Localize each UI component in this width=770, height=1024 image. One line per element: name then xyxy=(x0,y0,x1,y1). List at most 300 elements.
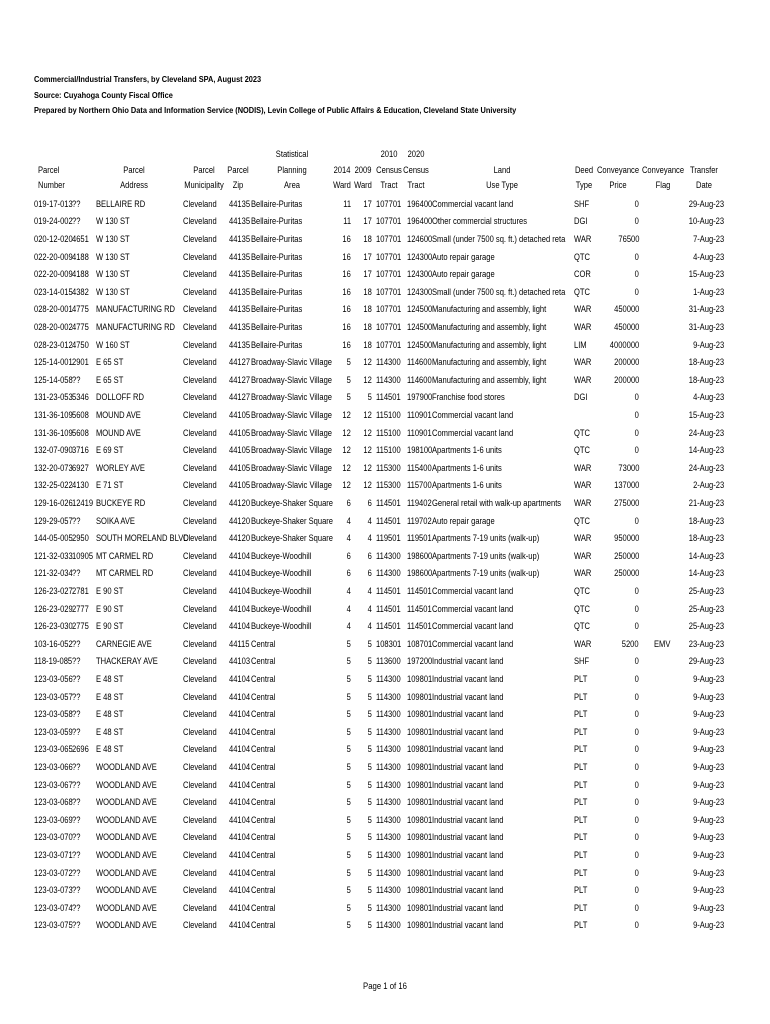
cell-deed-type: WAR xyxy=(574,304,592,315)
cell-price: 0 xyxy=(634,198,639,209)
cell-transfer-date: 24-Aug-23 xyxy=(688,462,724,473)
cell-tract-2010: 114300 xyxy=(376,850,401,860)
cell-ward-2009: 4 xyxy=(367,533,372,544)
cell-ward-2009: 17 xyxy=(363,198,372,209)
cell-ward-2014: 16 xyxy=(342,251,351,262)
cell-planning-area: Buckeye-Shaker Square xyxy=(251,533,334,544)
cell-deed-type: WAR xyxy=(574,322,592,332)
cell-address-number: ?? xyxy=(72,674,81,684)
cell-ward-2009: 5 xyxy=(367,885,372,896)
cell-planning-area: Buckeye-Woodhill xyxy=(251,550,312,561)
cell-land-use: Industrial vacant land xyxy=(432,709,504,720)
cell-zip: 44104 xyxy=(229,779,251,790)
cell-land-use: Other commercial structures xyxy=(432,216,528,227)
cell-tract-2020: 109801 xyxy=(407,920,433,931)
cell-address-number: ?? xyxy=(72,374,81,385)
cell-address-number: 10905 xyxy=(72,550,94,561)
cell-parcel-number: 126-23-029 xyxy=(34,603,73,614)
cell-parcel-number: 121-32-034 xyxy=(34,568,73,579)
cell-planning-area: Central xyxy=(251,709,276,720)
cell-planning-area: Bellaire-Puritas xyxy=(251,198,303,209)
cell-tract-2010: 107701 xyxy=(376,322,402,332)
cell-transfer-date: 9-Aug-23 xyxy=(692,885,724,896)
cell-parcel-number: 123-03-057 xyxy=(34,691,73,702)
cell-address-number: 2901 xyxy=(72,357,89,368)
cell-address-street: E 48 ST xyxy=(96,691,124,702)
cell-deed-type: PLT xyxy=(574,867,588,878)
cell-land-use: Commercial vacant land xyxy=(432,427,514,438)
cell-deed-type: PLT xyxy=(574,850,588,860)
cell-address-street: E 90 ST xyxy=(96,586,124,596)
cell-tract-2010: 114300 xyxy=(376,832,401,843)
cell-deed-type: COR xyxy=(574,269,591,280)
cell-address-number: 2781 xyxy=(72,586,89,596)
cell-tract-2020: 114501 xyxy=(407,603,432,614)
cell-parcel-number: 129-29-057 xyxy=(34,515,73,526)
cell-zip: 44135 xyxy=(229,286,251,297)
cell-tract-2020: 124300 xyxy=(407,251,433,262)
cell-tract-2020: 109801 xyxy=(407,674,433,684)
cell-tract-2010: 114300 xyxy=(376,920,401,931)
cell-municipality: Cleveland xyxy=(183,814,217,825)
column-header-ward-2014: Ward xyxy=(333,180,351,191)
cell-ward-2014: 5 xyxy=(346,691,351,702)
cell-planning-area: Central xyxy=(251,744,276,755)
cell-price: 0 xyxy=(634,445,639,456)
column-header-municipality: Municipality xyxy=(184,180,224,191)
cell-municipality: Cleveland xyxy=(183,744,217,755)
cell-ward-2009: 5 xyxy=(367,832,372,843)
cell-ward-2014: 5 xyxy=(346,797,351,808)
cell-tract-2020: 109801 xyxy=(407,902,433,913)
cell-address-number: 2775 xyxy=(72,621,89,632)
cell-planning-area: Central xyxy=(251,638,276,649)
cell-deed-type: QTC xyxy=(574,445,590,456)
cell-tract-2010: 114501 xyxy=(376,515,401,526)
cell-tract-2010: 107701 xyxy=(376,234,402,244)
cell-deed-type: DGI xyxy=(574,392,588,403)
cell-municipality: Cleveland xyxy=(183,410,217,420)
cell-planning-area: Central xyxy=(251,762,276,772)
cell-address-street: MOUND AVE xyxy=(96,410,141,420)
cell-tract-2020: 114501 xyxy=(407,621,432,632)
cell-tract-2020: 109801 xyxy=(407,709,433,720)
cell-parcel-number: 028-23-012 xyxy=(34,339,73,350)
cell-zip: 44104 xyxy=(229,762,251,772)
cell-ward-2014: 5 xyxy=(346,726,351,737)
cell-price: 0 xyxy=(634,216,639,227)
cell-parcel-number: 131-36-109 xyxy=(34,427,73,438)
cell-tract-2010: 115100 xyxy=(376,410,401,420)
cell-price: 0 xyxy=(634,709,639,720)
cell-zip: 44104 xyxy=(229,797,251,808)
cell-ward-2014: 6 xyxy=(346,550,351,561)
cell-tract-2020: 109801 xyxy=(407,779,433,790)
cell-tract-2010: 114501 xyxy=(376,586,401,596)
cell-planning-area: Broadway-Slavic Village xyxy=(251,480,333,491)
cell-deed-type: WAR xyxy=(574,374,592,385)
cell-municipality: Cleveland xyxy=(183,234,217,244)
cell-municipality: Cleveland xyxy=(183,867,217,878)
cell-tract-2010: 114300 xyxy=(376,550,401,561)
cell-tract-2010: 115300 xyxy=(376,462,401,473)
cell-zip: 44104 xyxy=(229,832,251,843)
cell-planning-area: Central xyxy=(251,797,276,808)
cell-ward-2009: 5 xyxy=(367,691,372,702)
cell-tract-2010: 107701 xyxy=(376,269,402,280)
cell-address-number: 2696 xyxy=(72,744,89,755)
cell-planning-area: Central xyxy=(251,656,276,667)
cell-tract-2020: 119501 xyxy=(407,533,432,544)
cell-address-street: MANUFACTURING RD xyxy=(96,322,176,332)
cell-deed-type: PLT xyxy=(574,726,588,737)
cell-land-use: Small (under 7500 sq. ft.) detached reta xyxy=(432,286,566,297)
cell-zip: 44104 xyxy=(229,885,251,896)
cell-address-street: MANUFACTURING RD xyxy=(96,304,176,315)
cell-tract-2020: 114600 xyxy=(407,374,432,385)
cell-ward-2009: 5 xyxy=(367,867,372,878)
cell-price: 0 xyxy=(634,621,639,632)
cell-land-use: Apartments 7-19 units (walk-up) xyxy=(432,533,540,544)
cell-parcel-number: 126-23-027 xyxy=(34,586,73,596)
cell-ward-2014: 5 xyxy=(346,374,351,385)
cell-parcel-number: 028-20-002 xyxy=(34,322,73,332)
cell-parcel-number: 028-20-001 xyxy=(34,304,73,315)
column-header-ward-2009: Ward xyxy=(354,180,372,191)
cell-tract-2020: 108701 xyxy=(407,638,433,649)
cell-tract-2020: 124500 xyxy=(407,304,433,315)
cell-transfer-date: 9-Aug-23 xyxy=(692,726,724,737)
cell-address-street: E 48 ST xyxy=(96,709,124,720)
cell-transfer-date: 25-Aug-23 xyxy=(688,621,724,632)
cell-parcel-number: 022-20-009 xyxy=(34,251,73,262)
cell-address-street: CARNEGIE AVE xyxy=(96,638,152,649)
cell-ward-2009: 5 xyxy=(367,709,372,720)
cell-tract-2020: 109801 xyxy=(407,797,433,808)
cell-price: 0 xyxy=(634,410,639,420)
cell-land-use: Industrial vacant land xyxy=(432,832,504,843)
cell-deed-type: WAR xyxy=(574,533,592,544)
cell-parcel-number: 123-03-074 xyxy=(34,902,73,913)
cell-price: 0 xyxy=(634,920,639,931)
cell-municipality: Cleveland xyxy=(183,374,217,385)
cell-ward-2009: 4 xyxy=(367,586,372,596)
cell-tract-2020: 109801 xyxy=(407,814,433,825)
cell-address-number: ?? xyxy=(72,726,81,737)
cell-tract-2010: 114300 xyxy=(376,726,401,737)
cell-address-number: 2950 xyxy=(72,533,89,544)
cell-parcel-number: 132-25-022 xyxy=(34,480,73,491)
cell-municipality: Cleveland xyxy=(183,445,217,456)
cell-tract-2020: 109801 xyxy=(407,762,433,772)
cell-deed-type: PLT xyxy=(574,709,588,720)
cell-parcel-number: 129-16-026 xyxy=(34,498,73,508)
cell-land-use: Commercial vacant land xyxy=(432,621,514,632)
cell-ward-2014: 4 xyxy=(346,515,351,526)
column-header-transfer-date: Date xyxy=(696,180,712,191)
cell-price: 250000 xyxy=(613,568,639,579)
cell-address-number: ?? xyxy=(72,797,81,808)
cell-address-street: WOODLAND AVE xyxy=(96,814,157,825)
column-header-land-use: Land xyxy=(493,164,511,175)
cell-address-street: MT CARMEL RD xyxy=(96,568,154,579)
column-header-tract-2020: 2020 xyxy=(407,149,425,159)
cell-zip: 44104 xyxy=(229,920,251,931)
cell-ward-2014: 12 xyxy=(342,410,351,420)
cell-ward-2014: 5 xyxy=(346,744,351,755)
cell-ward-2014: 5 xyxy=(346,779,351,790)
cell-deed-type: WAR xyxy=(574,480,592,491)
cell-land-use: Industrial vacant land xyxy=(432,762,504,772)
cell-address-street: E 90 ST xyxy=(96,621,124,632)
cell-ward-2009: 5 xyxy=(367,902,372,913)
cell-tract-2010: 114300 xyxy=(376,709,401,720)
cell-address-street: WOODLAND AVE xyxy=(96,885,157,896)
cell-address-street: WOODLAND AVE xyxy=(96,850,157,860)
cell-land-use: Industrial vacant land xyxy=(432,674,504,684)
cell-land-use: Apartments 7-19 units (walk-up) xyxy=(432,550,540,561)
cell-tract-2010: 114300 xyxy=(376,885,401,896)
cell-planning-area: Bellaire-Puritas xyxy=(251,216,303,227)
cell-land-use: Industrial vacant land xyxy=(432,744,504,755)
cell-ward-2014: 6 xyxy=(346,568,351,579)
cell-price: 0 xyxy=(634,674,639,684)
column-header-deed-type: Deed xyxy=(574,164,594,175)
cell-planning-area: Bellaire-Puritas xyxy=(251,251,303,262)
cell-zip: 44120 xyxy=(229,533,251,544)
cell-municipality: Cleveland xyxy=(183,427,217,438)
cell-parcel-number: 118-19-085 xyxy=(34,656,73,667)
cell-ward-2014: 5 xyxy=(346,638,351,649)
cell-municipality: Cleveland xyxy=(183,638,217,649)
cell-tract-2020: 109801 xyxy=(407,691,433,702)
cell-price: 200000 xyxy=(613,374,639,385)
cell-municipality: Cleveland xyxy=(183,603,217,614)
cell-transfer-date: 2-Aug-23 xyxy=(692,480,724,491)
cell-municipality: Cleveland xyxy=(183,498,217,508)
cell-zip: 44135 xyxy=(229,251,251,262)
cell-price: 200000 xyxy=(613,357,639,368)
cell-planning-area: Bellaire-Puritas xyxy=(251,304,303,315)
cell-tract-2010: 114501 xyxy=(376,392,401,403)
cell-price: 0 xyxy=(634,744,639,755)
column-header-price: Price xyxy=(609,180,627,191)
cell-tract-2020: 109801 xyxy=(407,832,433,843)
cell-tract-2010: 108301 xyxy=(376,638,402,649)
cell-planning-area: Broadway-Slavic Village xyxy=(251,410,333,420)
cell-tract-2020: 198100 xyxy=(407,445,433,456)
cell-zip: 44104 xyxy=(229,550,251,561)
cell-ward-2009: 18 xyxy=(363,234,372,244)
cell-ward-2009: 5 xyxy=(367,814,372,825)
cell-price: 0 xyxy=(634,726,639,737)
cell-tract-2020: 109801 xyxy=(407,867,433,878)
cell-land-use: Auto repair garage xyxy=(432,269,495,280)
cell-deed-type: QTC xyxy=(574,603,590,614)
cell-address-number: 4775 xyxy=(72,322,89,332)
cell-address-street: WOODLAND AVE xyxy=(96,779,157,790)
cell-deed-type: PLT xyxy=(574,885,588,896)
cell-planning-area: Central xyxy=(251,885,276,896)
column-header-deed-type: Type xyxy=(575,180,593,191)
cell-planning-area: Broadway-Slavic Village xyxy=(251,357,333,368)
column-header-flag: Conveyance xyxy=(641,164,685,175)
cell-planning-area: Buckeye-Woodhill xyxy=(251,621,312,632)
cell-land-use: Manufacturing and assembly, light xyxy=(432,374,547,385)
cell-planning-area: Central xyxy=(251,726,276,737)
cell-ward-2009: 4 xyxy=(367,603,372,614)
cell-deed-type: PLT xyxy=(574,814,588,825)
cell-ward-2014: 12 xyxy=(342,480,351,491)
cell-transfer-date: 4-Aug-23 xyxy=(692,251,724,262)
cell-tract-2010: 107701 xyxy=(376,304,402,315)
column-header-flag: Flag xyxy=(655,180,671,191)
cell-address-number: 5608 xyxy=(72,410,89,420)
cell-address-street: MT CARMEL RD xyxy=(96,550,154,561)
cell-deed-type: PLT xyxy=(574,762,588,772)
column-header-planning-area: Planning xyxy=(277,164,307,175)
cell-land-use: Auto repair garage xyxy=(432,251,495,262)
cell-flag: EMV xyxy=(654,638,671,649)
cell-address-number: ?? xyxy=(72,779,81,790)
cell-tract-2010: 114300 xyxy=(376,814,401,825)
cell-address-street: W 130 ST xyxy=(96,251,130,262)
cell-ward-2009: 6 xyxy=(367,550,372,561)
cell-zip: 44104 xyxy=(229,726,251,737)
cell-ward-2009: 5 xyxy=(367,674,372,684)
cell-planning-area: Buckeye-Woodhill xyxy=(251,568,312,579)
cell-transfer-date: 9-Aug-23 xyxy=(692,920,724,931)
cell-tract-2010: 114501 xyxy=(376,603,401,614)
cell-tract-2010: 114300 xyxy=(376,568,401,579)
cell-land-use: Industrial vacant land xyxy=(432,691,504,702)
column-header-address-street: Address xyxy=(120,180,148,191)
cell-deed-type: WAR xyxy=(574,638,592,649)
column-header-zip: Zip xyxy=(232,180,244,191)
cell-address-number: 4775 xyxy=(72,304,89,315)
cell-ward-2014: 5 xyxy=(346,867,351,878)
cell-address-street: WORLEY AVE xyxy=(96,462,145,473)
cell-zip: 44104 xyxy=(229,709,251,720)
cell-parcel-number: 123-03-073 xyxy=(34,885,73,896)
cell-tract-2010: 115100 xyxy=(376,427,401,438)
cell-parcel-number: 123-03-068 xyxy=(34,797,73,808)
cell-deed-type: WAR xyxy=(574,550,592,561)
cell-price: 0 xyxy=(634,867,639,878)
cell-planning-area: Central xyxy=(251,920,276,931)
cell-transfer-date: 9-Aug-23 xyxy=(692,744,724,755)
cell-municipality: Cleveland xyxy=(183,357,217,368)
cell-address-number: ?? xyxy=(72,902,81,913)
cell-municipality: Cleveland xyxy=(183,322,217,332)
column-header-tract-2010: Tract xyxy=(380,180,398,191)
cell-parcel-number: 131-36-109 xyxy=(34,410,73,420)
column-header-tract-2010: 2010 xyxy=(380,149,398,159)
cell-zip: 44135 xyxy=(229,234,251,244)
cell-tract-2020: 109801 xyxy=(407,850,433,860)
cell-ward-2014: 16 xyxy=(342,234,351,244)
cell-price: 76500 xyxy=(617,234,639,244)
cell-address-street: SOIKA AVE xyxy=(96,515,135,526)
cell-address-street: WOODLAND AVE xyxy=(96,920,157,931)
cell-zip: 44104 xyxy=(229,603,251,614)
cell-tract-2010: 115100 xyxy=(376,445,401,456)
cell-tract-2010: 114501 xyxy=(376,498,401,508)
cell-zip: 44104 xyxy=(229,850,251,860)
cell-zip: 44104 xyxy=(229,902,251,913)
cell-transfer-date: 4-Aug-23 xyxy=(692,392,724,403)
cell-address-number: ?? xyxy=(72,198,81,209)
cell-ward-2009: 12 xyxy=(363,462,372,473)
cell-parcel-number: 123-03-069 xyxy=(34,814,73,825)
cell-planning-area: Buckeye-Woodhill xyxy=(251,586,312,596)
cell-tract-2020: 114600 xyxy=(407,357,432,368)
cell-address-street: E 65 ST xyxy=(96,374,124,385)
cell-ward-2009: 18 xyxy=(363,339,372,350)
cell-ward-2009: 18 xyxy=(363,286,372,297)
cell-zip: 44115 xyxy=(229,638,250,649)
cell-address-street: E 48 ST xyxy=(96,744,124,755)
cell-municipality: Cleveland xyxy=(183,586,217,596)
cell-tract-2010: 107701 xyxy=(376,216,402,227)
cell-transfer-date: 21-Aug-23 xyxy=(688,498,724,508)
cell-address-number: 2777 xyxy=(72,603,89,614)
cell-deed-type: QTC xyxy=(574,621,590,632)
cell-transfer-date: 9-Aug-23 xyxy=(692,814,724,825)
cell-address-street: BUCKEYE RD xyxy=(96,498,146,508)
cell-planning-area: Bellaire-Puritas xyxy=(251,234,303,244)
cell-price: 73000 xyxy=(617,462,639,473)
cell-ward-2014: 4 xyxy=(346,621,351,632)
cell-tract-2020: 115400 xyxy=(407,462,432,473)
cell-deed-type: QTC xyxy=(574,286,590,297)
cell-planning-area: Central xyxy=(251,674,276,684)
cell-deed-type: QTC xyxy=(574,427,590,438)
cell-tract-2020: 110901 xyxy=(407,410,432,420)
cell-tract-2010: 113600 xyxy=(376,656,401,667)
cell-ward-2014: 16 xyxy=(342,339,351,350)
cell-tract-2010: 107701 xyxy=(376,339,402,350)
cell-ward-2014: 5 xyxy=(346,762,351,772)
cell-ward-2014: 11 xyxy=(343,216,351,227)
cell-municipality: Cleveland xyxy=(183,339,217,350)
cell-address-street: MOUND AVE xyxy=(96,427,141,438)
cell-municipality: Cleveland xyxy=(183,533,217,544)
cell-ward-2014: 5 xyxy=(346,902,351,913)
cell-ward-2009: 12 xyxy=(363,480,372,491)
cell-ward-2014: 4 xyxy=(346,586,351,596)
cell-tract-2010: 114300 xyxy=(376,867,401,878)
cell-address-number: ?? xyxy=(72,216,81,227)
cell-planning-area: Bellaire-Puritas xyxy=(251,269,303,280)
cell-ward-2009: 12 xyxy=(363,357,372,368)
cell-planning-area: Central xyxy=(251,832,276,843)
cell-ward-2009: 6 xyxy=(367,568,372,579)
page-number: Page 1 of 16 xyxy=(363,981,407,991)
cell-deed-type: SHF xyxy=(574,656,590,667)
cell-address-number: ?? xyxy=(72,832,81,843)
cell-municipality: Cleveland xyxy=(183,515,217,526)
cell-zip: 44104 xyxy=(229,586,251,596)
cell-land-use: Industrial vacant land xyxy=(432,779,504,790)
cell-zip: 44104 xyxy=(229,744,251,755)
cell-transfer-date: 29-Aug-23 xyxy=(688,198,724,209)
cell-land-use: Industrial vacant land xyxy=(432,726,504,737)
cell-price: 0 xyxy=(634,603,639,614)
cell-parcel-number: 123-03-058 xyxy=(34,709,73,720)
cell-municipality: Cleveland xyxy=(183,392,217,403)
cell-ward-2014: 6 xyxy=(346,498,351,508)
